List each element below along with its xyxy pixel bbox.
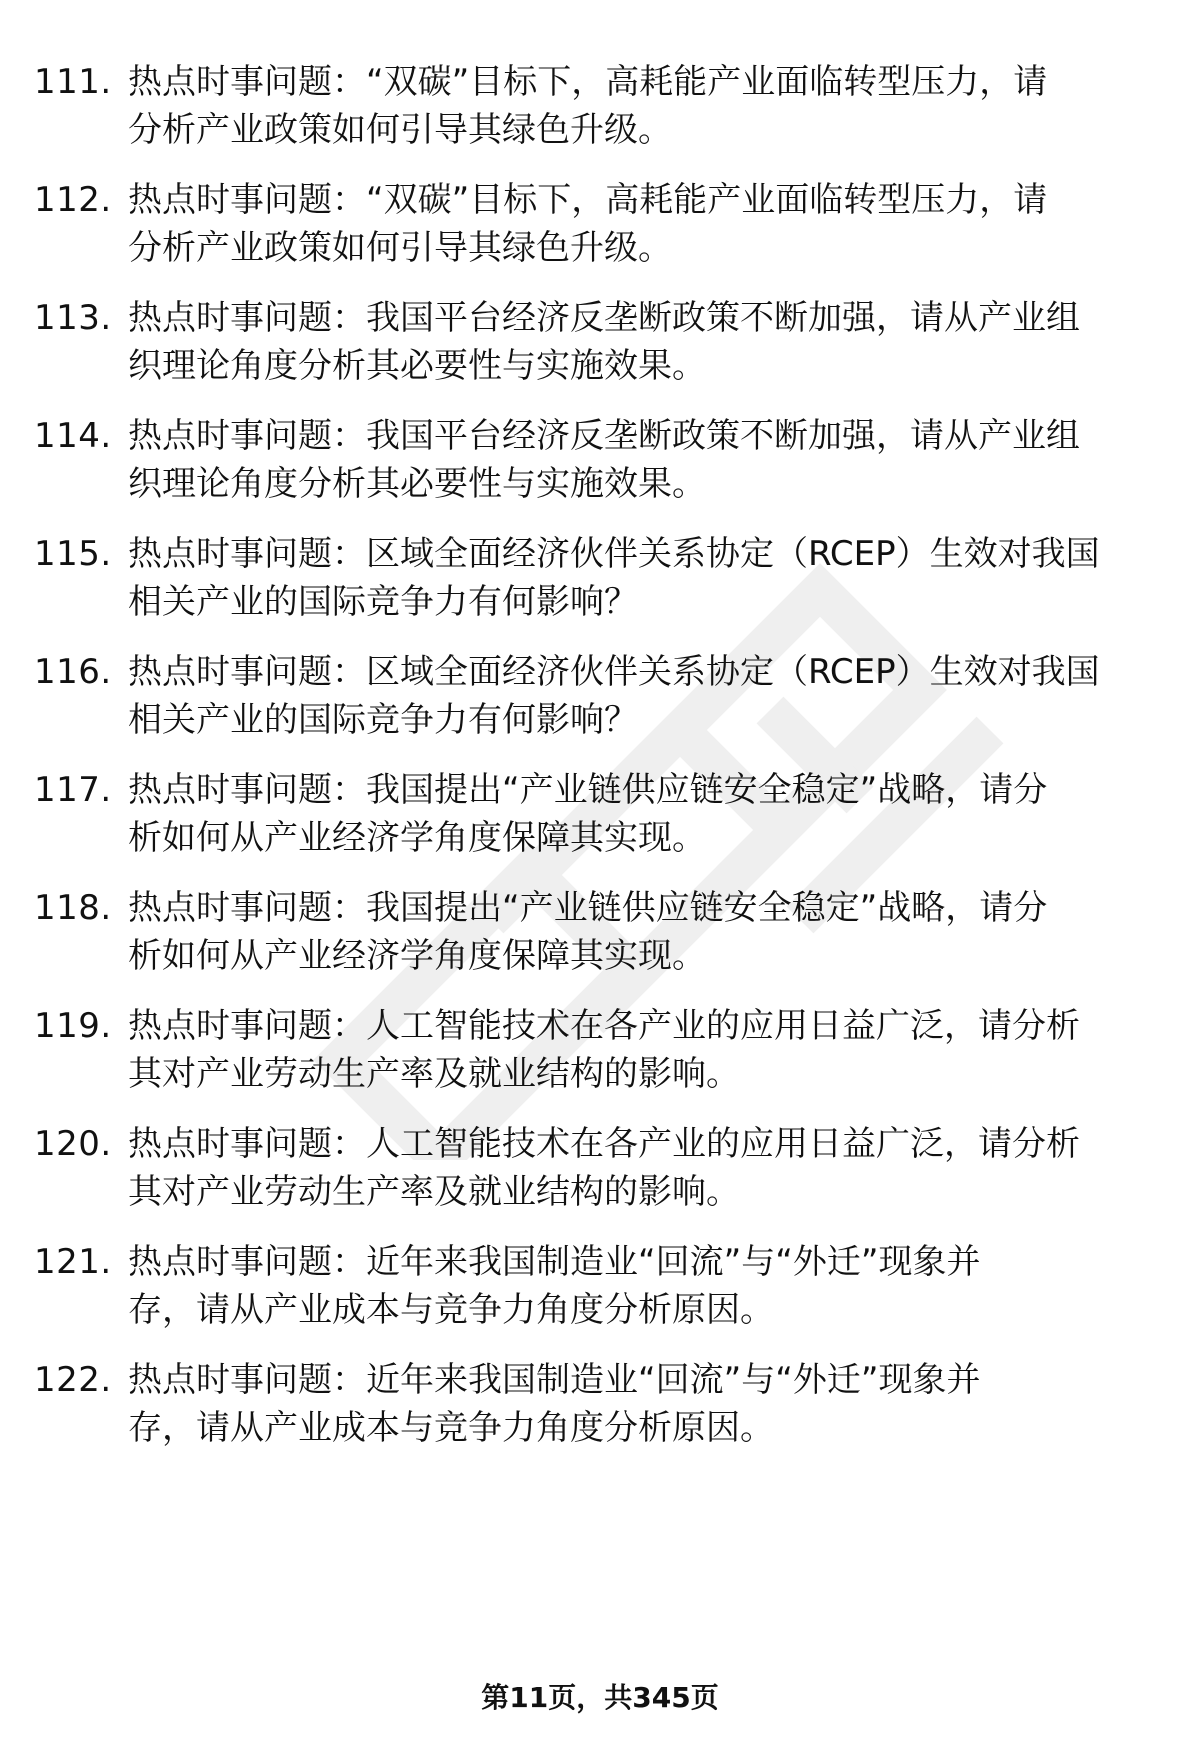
question-text: 热点时事问题：“双碳”目标下，高耗能产业面临转型压力，请 分析产业政策如何引导其绿色升级。	[128, 62, 1048, 150]
question-number: 116.	[34, 652, 112, 692]
question-number: 115.	[34, 534, 112, 574]
question-number: 114.	[34, 416, 112, 456]
question-text: 热点时事问题：近年来我国制造业“回流”与“外迁”现象并 存，请从产业成本与竞争力角度分析原因。	[128, 1360, 981, 1448]
question-number: 111.	[34, 62, 112, 102]
page-footer: 第11页，共345页	[481, 1681, 719, 1714]
question-number: 117.	[34, 770, 112, 810]
question-text: 热点时事问题：我国平台经济反垄断政策不断加强，请从产业组 织理论角度分析其必要性与实施效果。	[128, 298, 1080, 386]
question-item	[34, 530, 1174, 630]
question-text: 热点时事问题：我国提出“产业链供应链安全稳定”战略，请分 析如何从产业经济学角度保障其实现。	[128, 770, 1048, 858]
question-text: 热点时事问题：我国提出“产业链供应链安全稳定”战略，请分 析如何从产业经济学角度保障其实现。	[128, 888, 1048, 976]
question-text: 热点时事问题：区域全面经济伙伴关系协定（RCEP）生效对我国 相关产业的国际竞争力有何影响？	[128, 534, 1100, 622]
question-item	[34, 412, 1174, 512]
question-number: 118.	[34, 888, 112, 928]
question-item	[34, 1120, 1174, 1220]
question-number: 122.	[34, 1360, 112, 1400]
question-item	[34, 1356, 1174, 1456]
question-item	[34, 766, 1174, 866]
question-number: 113.	[34, 298, 112, 338]
question-item	[34, 1002, 1174, 1102]
question-text: 热点时事问题：我国平台经济反垄断政策不断加强，请从产业组 织理论角度分析其必要性与实施效果。	[128, 416, 1080, 504]
question-item	[34, 648, 1174, 748]
question-text: 热点时事问题：人工智能技术在各产业的应用日益广泛，请分析 其对产业劳动生产率及就业结构的影响。	[128, 1006, 1080, 1094]
question-number: 120.	[34, 1124, 112, 1164]
question-text: 热点时事问题：“双碳”目标下，高耗能产业面临转型压力，请 分析产业政策如何引导其绿色升级。	[128, 180, 1048, 268]
question-item	[34, 884, 1174, 984]
question-item	[34, 294, 1174, 394]
question-number: 121.	[34, 1242, 112, 1282]
question-text: 热点时事问题：人工智能技术在各产业的应用日益广泛，请分析 其对产业劳动生产率及就业结构的影响。	[128, 1124, 1080, 1212]
question-text: 热点时事问题：近年来我国制造业“回流”与“外迁”现象并 存，请从产业成本与竞争力角度分析原因。	[128, 1242, 981, 1330]
question-text: 热点时事问题：区域全面经济伙伴关系协定（RCEP）生效对我国 相关产业的国际竞争力有何影响？	[128, 652, 1100, 740]
question-item	[34, 58, 1174, 158]
question-number: 119.	[34, 1006, 112, 1046]
question-number: 112.	[34, 180, 112, 220]
question-item	[34, 1238, 1174, 1338]
question-item	[34, 176, 1174, 276]
